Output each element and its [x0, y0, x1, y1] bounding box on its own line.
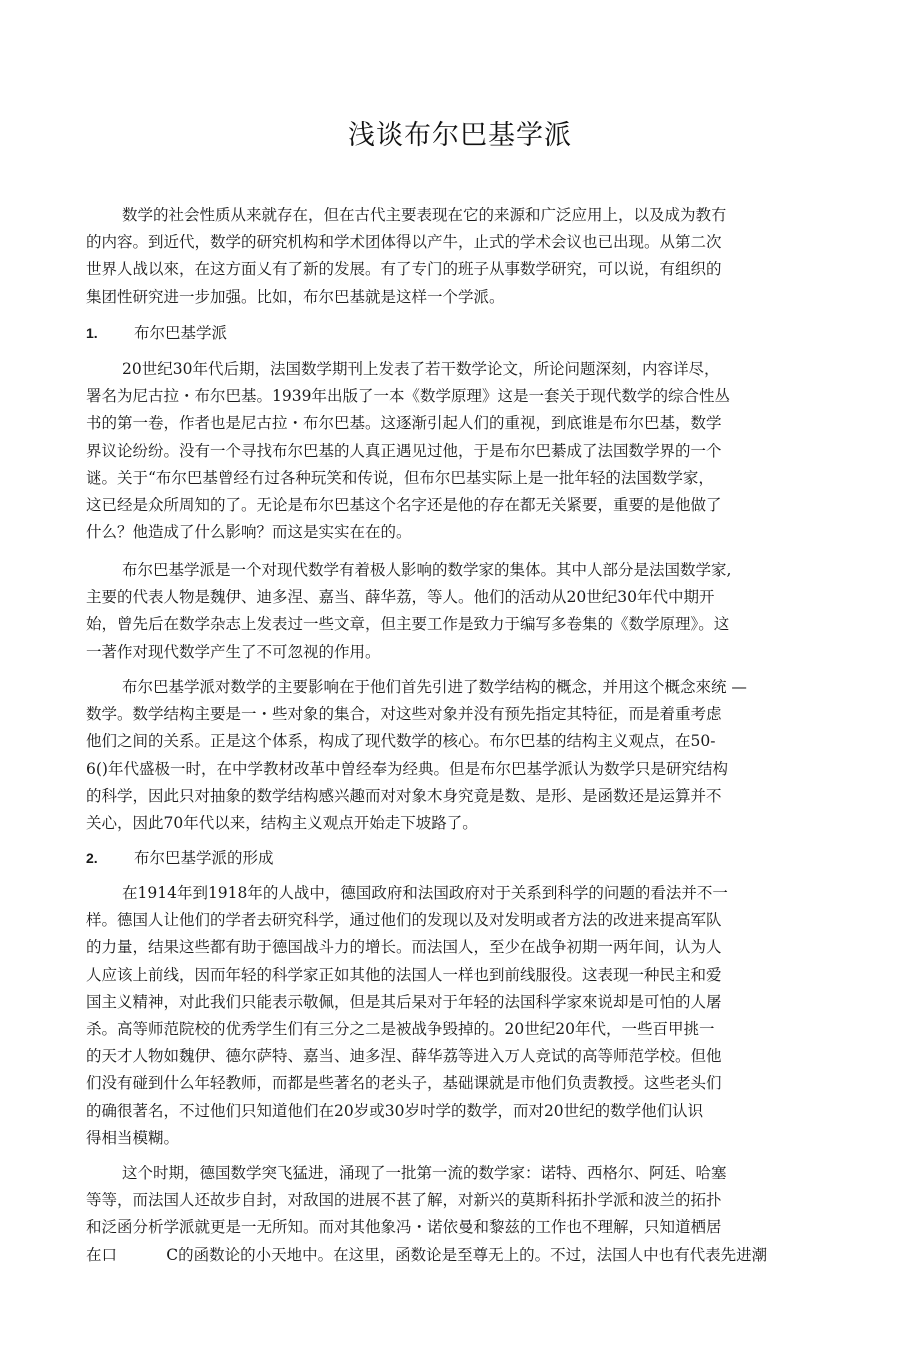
body-paragraph	[86, 1160, 836, 1269]
text-line: 一著作对现代数学产生了不可忽视的作用。	[86, 642, 381, 661]
text-line: 他们之间的关系。正是这个体系，构成了现代数学的核心。布尔巴基的结构主义观点，在50-	[86, 732, 716, 751]
text-line: 署名为尼古拉・布尔巴基。1939年出版了一本《数学原理》这是一套关于现代数学的综合性丛	[86, 387, 730, 406]
text-line: 们没有碰到什么年轻教师，而都是些著名的老头子，基础课就是市他们负责教授。这些老头们	[86, 1074, 722, 1093]
text-line: 20世纪30年代后期，法国数学期刊上发表了若干数学论文，所论问题深刻，内容详尽，	[122, 360, 720, 378]
text-line: 这已经是众所周知的了。无论是布尔巴基这个名字还是他的存在都无关紧要，重要的是他做了	[86, 495, 722, 514]
text-line: 6()年代盛极一时，在中学教材改革中曽经奉为经典。但是布尔巴基学派认为数学只是研究结构	[86, 759, 728, 778]
text-line: 世界人战以來，在这方面乂有了新的发展。有了专门的班子从事数学研究，可以说，有组织的	[86, 260, 722, 279]
text-line: 在口 C的函数论的小天地中。在这里，函数论是至尊无上的。不过，法国人中也有代表先进潮	[86, 1245, 768, 1264]
text-line: 在1914年到1918年的人战中，德国政府和法国政府对于关系到科学的问题的看法并不一	[122, 884, 728, 902]
body-paragraph	[86, 674, 836, 837]
text-line: 人应该上前线，因而年轻的科学家正如其他的法国人一样也到前线服役。这表现一种民主和爱	[86, 965, 722, 984]
text-line: 界议论纷纷。没有一个寻找布尔巴基的人真正遇见过他，于是布尔巴綦成了法国数学界的一个	[86, 441, 722, 460]
text-line: 的天才人物如魏伊、德尔萨特、嘉当、迪多涅、薛华荔等进入万人竞试的高等师范学校。但他	[86, 1047, 722, 1066]
text-line: 布尔巴基学派是一个对现代数学有着极人影响的数学家的集体。其中人部分是法国数学家,	[122, 561, 732, 579]
text-line: 始，曾先后在数学杂志上发表过一些文章，但主要工作是致力于编写多卷集的《数学原理》。这	[86, 615, 730, 634]
body-paragraph	[86, 880, 836, 1152]
body-paragraph	[86, 557, 836, 666]
text-line: 数学。数学结构主要是一・些对象的集合，对这些对象并没有预先指定其特征，而是着重考虑	[86, 705, 722, 724]
text-line: 的确很著名，不过他们只知道他们在20岁或30岁吋学的数学，而对20世纪的数学他们认识	[86, 1101, 704, 1120]
text-line: 的科学，因此只对抽象的数学结构感兴趣而对对象木身究竟是数、是形、是函数还是运算并不	[86, 786, 722, 805]
text-line: 谜。关于“布尔巴基曾经冇过各种玩笑和传说，但布尔巴基实际上是一批年轻的法国数学家，	[86, 468, 714, 487]
text-line: 样。德国人让他们的学者去研究科学，通过他们的发现以及对发明或者方法的改进来提高军队	[86, 911, 722, 930]
text-line: 和泛函分析学派就更是一无所知。而对其他象冯・诺依曼和黎兹的工作也不理解，只知道栖居	[86, 1218, 722, 1237]
text-line: 关心，因此70年代以来，结构主义观点开始走下坡路了。	[86, 813, 478, 832]
section-heading	[86, 845, 836, 872]
section-number: 2.	[86, 850, 98, 866]
page-title: 浅谈布尔巴基学派	[348, 120, 572, 151]
section-title: 布尔巴基学派的形成	[134, 849, 274, 867]
section-number: 1.	[86, 325, 98, 341]
text-line: 布尔巴基学派对数学的主要影响在于他们首先引进了数学结构的概念，并用这个概念來统 —	[122, 678, 747, 696]
section-heading	[86, 320, 836, 347]
text-line: 集团性研究进一步加强。比如，布尔巴基就是这样一个学派。	[86, 287, 505, 306]
text-line: 得相当模糊。	[86, 1128, 180, 1147]
section-title: 布尔巴基学派	[134, 324, 228, 342]
text-line: 的力量，结果这些都有助于德国战斗力的增长。而法国人，至少在战争初期一两年间，认为人	[86, 938, 722, 957]
text-line: 这个时期，德国数学突飞猛进，涌现了一批第一流的数学家：诺特、西格尔、阿廷、哈塞	[122, 1164, 727, 1182]
text-line: 主要的代表人物是魏伊、迪多涅、嘉当、薛华荔，等人。他们的活动从20世纪30年代中期开	[86, 588, 715, 607]
body-paragraph	[86, 356, 836, 546]
intro-paragraph	[86, 202, 836, 311]
text-line: 书的第一卷，作者也是尼古拉・布尔巴基。这逐渐引起人们的重视，到底谁是布尔巴基，数学	[86, 414, 722, 433]
text-line: 杀。高等师范院校的优秀学生们有三分之二是被战争毁掉的。20世纪20年代，一些百甲挑一	[86, 1019, 715, 1038]
text-line: 什么？他造成了什么影响？而这是实实在在的。	[86, 523, 412, 542]
text-line: 的内容。到近代，数学的研究机构和学术团体得以产牛，止式的学术会议也已出现。从第二次	[86, 233, 722, 252]
text-line: 数学的社会性质从来就存在，但在古代主要表现在它的来源和广泛应用上，以及成为教冇	[122, 206, 727, 224]
text-line: 等等，而法国人还故步自封，对敌国的进展不甚了解，对新兴的莫斯科拓扑学派和波兰的拓扑	[86, 1191, 722, 1210]
text-line: 国主义精神，对此我们只能表示敬佩，但是其后杲对于年轻的法国科学家來说却是可怕的人屠	[86, 992, 722, 1011]
